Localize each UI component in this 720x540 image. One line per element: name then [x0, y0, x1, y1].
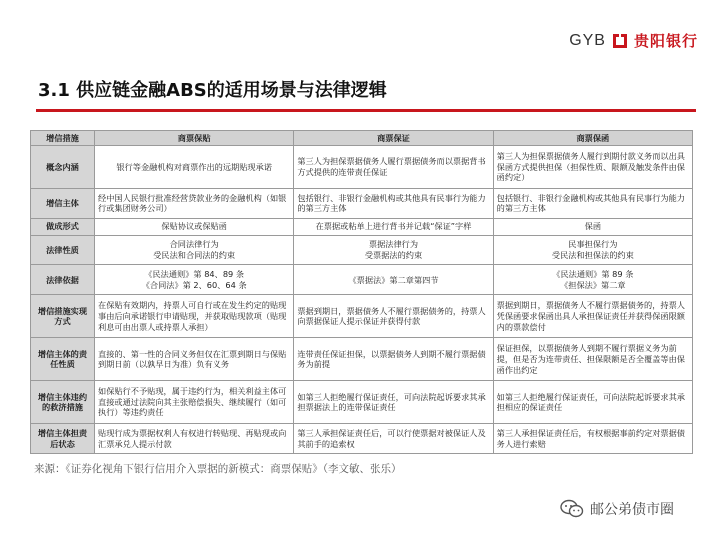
row-label: 概念内涵	[31, 146, 95, 189]
table-cell: 保函	[493, 218, 692, 235]
table-cell: 合同法律行为 受民法和合同法的约束	[95, 235, 294, 265]
table-cell: 第三人为担保票据债务人履行到期付款义务而以出具保函方式提供担保（担保性质、限额及触发条件由保函约定）	[493, 146, 692, 189]
row-label: 做成形式	[31, 218, 95, 235]
header-cell: 商票保证	[294, 131, 493, 146]
table-cell: 如保贴行不予贴现，属于违约行为，相关利益主体可直接或通过法院向其主张赔偿损失、继续履行（如可执行）等违约责任	[95, 381, 294, 424]
table-cell: 经中国人民银行批准经营贷款业务的金融机构（如银行或集团财务公司）	[95, 188, 294, 218]
table-cell: 连带责任保证担保，以票据债务人到期不履行票据债务为前提	[294, 338, 493, 381]
table-row	[31, 146, 693, 189]
table-cell: 第三人承担保证责任后，有权根据事前约定对票据债务人进行索赔	[493, 424, 692, 454]
row-label: 增信主体担责后状态	[31, 424, 95, 454]
row-label: 法律依据	[31, 265, 95, 295]
logo-bank-name: 贵阳银行	[633, 32, 698, 50]
table-cell: 在保贴有效期内，持票人可自行或在发生约定的贴现事由后向承诺银行申请贴现，并获取贴现款项（贴现利息可由出票人或持票人承担）	[95, 295, 294, 338]
table-cell: 《民法通则》第 84、89 条 《合同法》第 2、60、64 条	[95, 265, 294, 295]
page-title: 3.1 供应链金融ABS的适用场景与法律逻辑	[38, 80, 387, 101]
table-cell: 第三人承担保证责任后，可以行使票据对被保证人及其前手的追索权	[294, 424, 493, 454]
table-cell: 如第三人拒绝履行保证责任，可向法院起诉要求其承担票据法上的连带保证责任	[294, 381, 493, 424]
table-cell: 《票据法》第二章第四节	[294, 265, 493, 295]
table-cell: 如第三人拒绝履行保证责任，可向法院起诉要求其承担相应的保证责任	[493, 381, 692, 424]
table-cell: 票据到期日，票据债务人不履行票据债务的，持票人向票据保证人提示保证并获得付款	[294, 295, 493, 338]
watermark	[560, 499, 674, 519]
table-row	[31, 424, 693, 454]
table-cell: 民事担保行为 受民法和担保法的约束	[493, 235, 692, 265]
row-label: 增信主体的责任性质	[31, 338, 95, 381]
table-row	[31, 295, 693, 338]
title-divider	[36, 109, 696, 112]
table-cell: 保贴协议或保贴函	[95, 218, 294, 235]
table-cell: 贴现行成为票据权利人有权进行转贴现、再贴现或向汇票承兑人提示付款	[95, 424, 294, 454]
table-cell: 银行等金融机构对商票作出的远期贴现承诺	[95, 146, 294, 189]
row-label: 法律性质	[31, 235, 95, 265]
table-cell: 直接的、第一性的合同义务但仅在汇票到期日与保贴到期日前（以孰早日为准）负有义务	[95, 338, 294, 381]
table-cell: 保证担保，以票据债务人到期不履行票据义务为前提，但是否为连带责任、担保限额是否全覆盖等由保函作出约定	[493, 338, 692, 381]
row-label: 增信主体	[31, 188, 95, 218]
table-header-row	[31, 131, 693, 146]
watermark-text: 邮公弟债市圈	[590, 502, 674, 518]
table-row	[31, 235, 693, 265]
header-cell: 商票保贴	[95, 131, 294, 146]
table-cell: 《民法通则》第 89 条 《担保法》第二章	[493, 265, 692, 295]
table-cell: 第三人为担保票据债务人履行票据债务而以票据背书方式提供的连带责任保证	[294, 146, 493, 189]
header-cell: 商票保函	[493, 131, 692, 146]
table-cell: 票据到期日，票据债务人不履行票据债务的，持票人凭保函要求保函出具人承担保证责任并获得保函限额内的票款偿付	[493, 295, 692, 338]
row-label: 增信措施实现方式	[31, 295, 95, 338]
table-row	[31, 381, 693, 424]
bank-emblem-icon	[612, 33, 628, 49]
table-cell: 包括银行、非银行金融机构或其他具有民事行为能力的第三方主体	[294, 188, 493, 218]
bank-logo	[569, 30, 698, 51]
table-row	[31, 338, 693, 381]
wechat-icon	[560, 499, 584, 519]
table-row	[31, 188, 693, 218]
logo-latin: GYB	[569, 31, 606, 49]
source-note: 来源：《证券化视角下银行信用介入票据的新模式：商票保贴》（李文敏、张乐）	[34, 463, 402, 475]
table-cell: 票据法律行为 受票据法的约束	[294, 235, 493, 265]
header-cell: 增信措施	[31, 131, 95, 146]
comparison-table	[30, 130, 693, 454]
table-row	[31, 218, 693, 235]
row-label: 增信主体违约的救济措施	[31, 381, 95, 424]
table-cell: 包括银行、非银行金融机构或其他具有民事行为能力的第三方主体	[493, 188, 692, 218]
table-row	[31, 265, 693, 295]
table-cell: 在票据或粘单上进行背书并记载“保证”字样	[294, 218, 493, 235]
